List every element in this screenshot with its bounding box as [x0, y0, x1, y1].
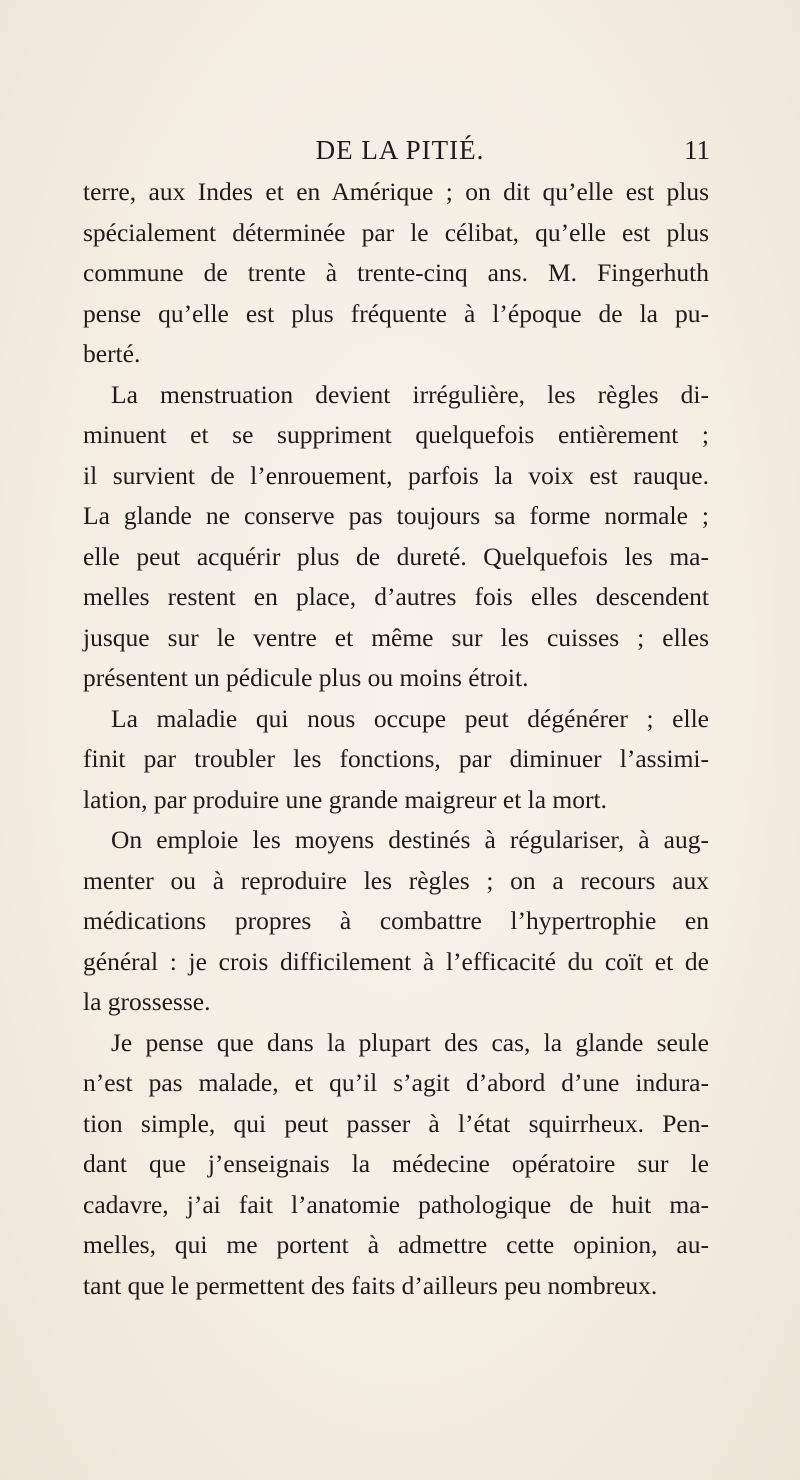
text-line: commune de trente à trente-cinq ans. M. Fingerhuth: [83, 258, 709, 287]
text-line: spécialement déterminée par le célibat, qu’elle est plus: [83, 217, 709, 247]
text-line: la grossesse.: [83, 987, 211, 1016]
text-line: terre, aux Indes et en Amérique ; on dit qu’elle est plus: [83, 177, 709, 206]
text-line: cadavre, j’ai fait l’anatomie pathologique de huit ma-: [83, 1189, 709, 1219]
running-title: DE LA PITIÉ.: [315, 135, 485, 165]
text-line: menter ou à reproduire les règles ; on a recours aux: [83, 865, 709, 895]
text-line: melles, qui me portent à admettre cette opinion, au-: [83, 1230, 709, 1259]
text-line: berté.: [83, 339, 141, 368]
text-line: dant que j’enseignais la médecine opératoire sur le: [83, 1149, 709, 1178]
text-line: il survient de l’enrouement, parfois la voix est rauque.: [83, 460, 709, 490]
text-line: elle peut acquérir plus de dureté. Quelquefois les ma-: [83, 541, 709, 571]
text-line: présentent un pédicule plus ou moins étroit.: [83, 663, 529, 692]
text-line: melles restent en place, d’autres fois elles descendent: [83, 582, 709, 611]
text-line: finit par troubler les fonctions, par diminuer l’assimi-: [83, 744, 709, 773]
text-line: pense qu’elle est plus fréquente à l’époque de la pu-: [83, 298, 709, 328]
text-line: minuent et se suppriment quelquefois entièrement ;: [83, 420, 709, 449]
text-line: médications propres à combattre l’hypertrophie en: [83, 906, 709, 935]
text-line: La menstruation devient irrégulière, les règles di-: [111, 379, 709, 409]
text-line: n’est pas malade, et qu’il s’agit d’abord d’une indura-: [83, 1068, 709, 1097]
text-line: La maladie qui nous occupe peut dégénérer ; elle: [111, 703, 709, 733]
text-line: La glande ne conserve pas toujours sa forme normale ;: [83, 501, 709, 530]
text-line: Je pense que dans la plupart des cas, la glande seule: [111, 1027, 709, 1057]
text-line: tant que le permettent des faits d’ailleurs peu nombreux.: [83, 1270, 658, 1300]
text-line: On emploie les moyens destinés à régulariser, à aug-: [111, 825, 709, 854]
text-line: tion simple, qui peut passer à l’état squirrheux. Pen-: [83, 1108, 709, 1138]
running-head: [0, 130, 800, 170]
body-text: [83, 172, 709, 1306]
text-line: jusque sur le ventre et même sur les cuisses ; elles: [83, 622, 709, 652]
text-line: lation, par produire une grande maigreur et la mort.: [83, 784, 607, 814]
page-number: 11: [684, 135, 710, 165]
text-line: général : je crois difficilement à l’efficacité du coït et de: [83, 946, 709, 976]
